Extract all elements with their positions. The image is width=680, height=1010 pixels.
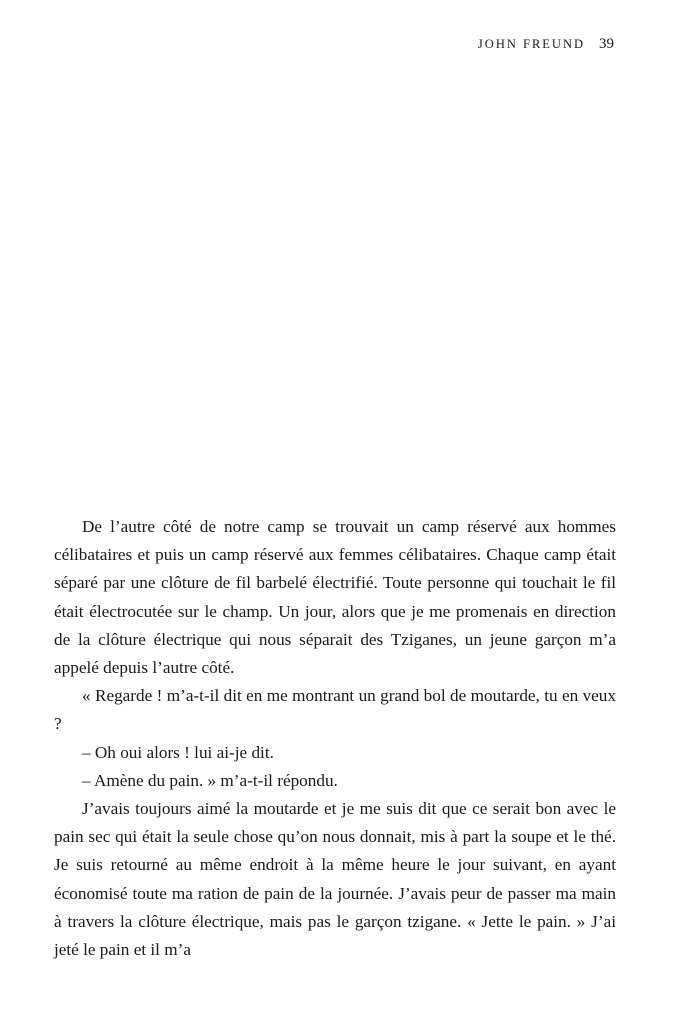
- running-header: [478, 36, 614, 53]
- paragraph: De l’autre côté de notre camp se trouvait un camp réservé aux hommes célibataires et puis un camp réservé aux femmes célibataires. Chaque camp était séparé par une clôture de fil barbelé électrifié. Toute personne qui touchait le fil était électrocutée sur le champ. Un jour, alors que je me promenais en direction de la clôture électrique qui nous séparait des Tziganes, un jeune garçon m’a appelé depuis l’autre côté.: [54, 517, 616, 678]
- body-text: [54, 513, 616, 964]
- author-name: JOHN FREUND: [477, 37, 585, 51]
- paragraph: – Oh oui alors ! lui ai-je dit.: [82, 742, 274, 762]
- paragraph: « Regarde ! m’a-t-il dit en me montrant un grand bol de moutarde, tu en veux ?: [54, 686, 616, 734]
- page-number: 39: [599, 36, 614, 52]
- paragraph: J’avais toujours aimé la moutarde et je me suis dit que ce serait bon avec le pain sec qui était la seule chose qu’on nous donnait, mis à part la soupe et le thé. Je suis retourné au même endroit à la même heure le jour suivant, en ayant économisé toute ma ration de pain de la journée. J’avais peur de passer ma main à travers la clôture électrique, mais pas le garçon tzigane. « Jette le pain. » J’ai jeté le pain et il m’a: [54, 799, 616, 960]
- paragraph: – Amène du pain. » m’a-t-il répondu.: [82, 770, 338, 790]
